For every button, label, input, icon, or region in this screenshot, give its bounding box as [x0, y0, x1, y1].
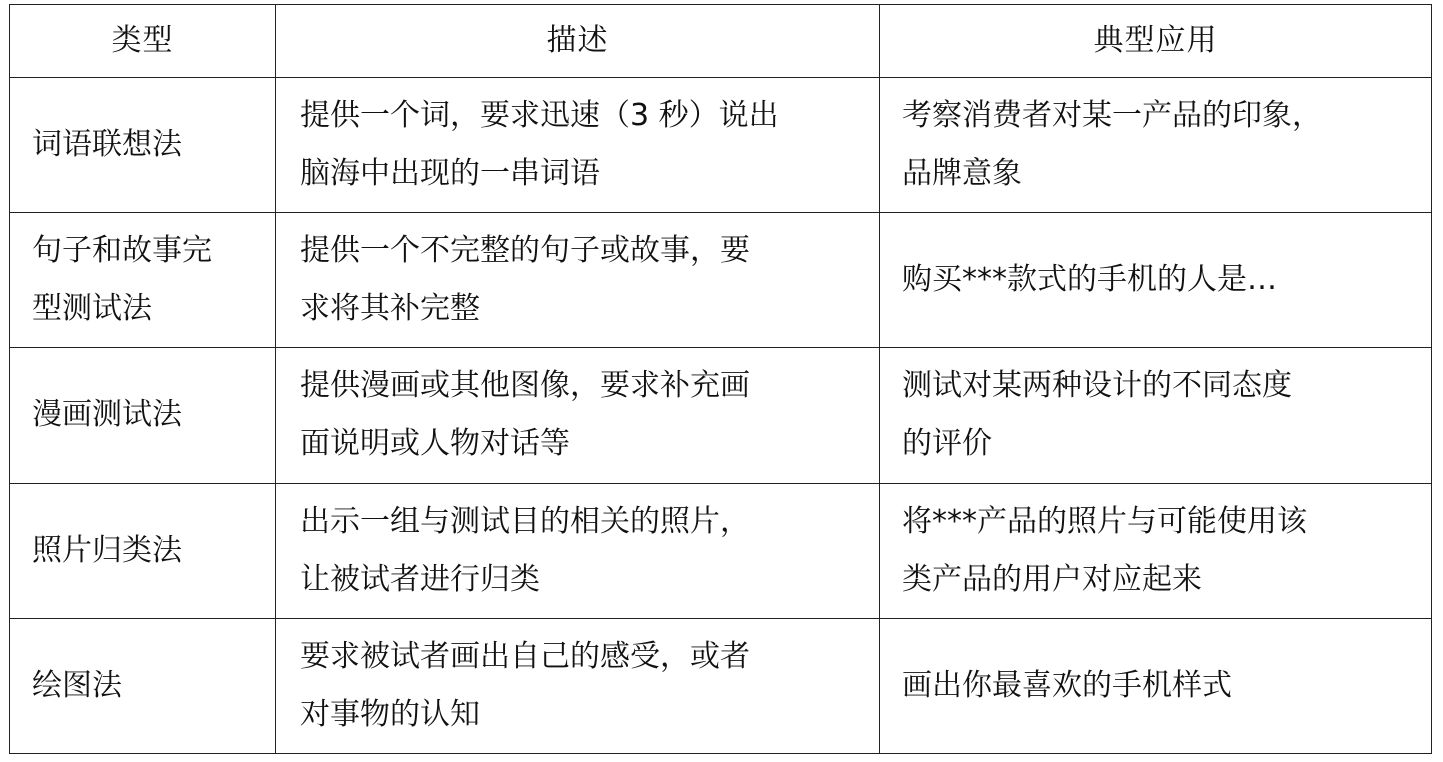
cell-application: [880, 348, 1432, 483]
cell-description-text: 提供一个不完整的句子或故事，要 求将其补完整: [300, 233, 750, 327]
table-row: [10, 348, 1432, 483]
table-row: [10, 483, 1432, 618]
cell-description: [276, 348, 880, 483]
cell-type-text: 词语联想法: [32, 127, 182, 163]
cell-type: [10, 618, 276, 753]
cell-application: [880, 78, 1432, 213]
cell-description: [276, 213, 880, 348]
cell-description-text: 出示一组与测试目的相关的照片， 让被试者进行归类: [300, 503, 750, 597]
table-row: [10, 618, 1432, 753]
header-description: 描述: [276, 5, 880, 78]
projective-techniques-table: [9, 4, 1432, 754]
cell-application-text: 测试对某两种设计的不同态度 的评价: [902, 368, 1292, 462]
cell-description: [276, 483, 880, 618]
table-header-row: [10, 5, 1432, 78]
table-row: [10, 78, 1432, 213]
projective-techniques-table-container: [9, 4, 1431, 754]
header-type: 类型: [10, 5, 276, 78]
cell-type: [10, 213, 276, 348]
cell-type-text: 漫画测试法: [32, 397, 182, 433]
cell-description: [276, 78, 880, 213]
cell-description-text: 提供漫画或其他图像，要求补充画 面说明或人物对话等: [300, 368, 750, 462]
cell-application: [880, 618, 1432, 753]
cell-type: [10, 483, 276, 618]
header-application: 典型应用: [880, 5, 1432, 78]
cell-description-text: 提供一个词，要求迅速（3 秒）说出 脑海中出现的一串词语: [300, 98, 779, 192]
table-row: [10, 213, 1432, 348]
cell-application-text: 考察消费者对某一产品的印象， 品牌意象: [902, 98, 1322, 192]
cell-type: [10, 78, 276, 213]
cell-type-text: 句子和故事完 型测试法: [32, 233, 212, 327]
cell-application: [880, 483, 1432, 618]
cell-application-text: 购买***款式的手机的人是…: [902, 262, 1277, 298]
cell-type-text: 照片归类法: [32, 532, 182, 568]
cell-type: [10, 348, 276, 483]
cell-application: [880, 213, 1432, 348]
cell-type-text: 绘图法: [32, 667, 122, 703]
cell-application-text: 将***产品的照片与可能使用该 类产品的用户对应起来: [902, 503, 1307, 597]
cell-description: [276, 618, 880, 753]
cell-application-text: 画出你最喜欢的手机样式: [902, 667, 1232, 703]
cell-description-text: 要求被试者画出自己的感受，或者 对事物的认知: [300, 638, 750, 732]
